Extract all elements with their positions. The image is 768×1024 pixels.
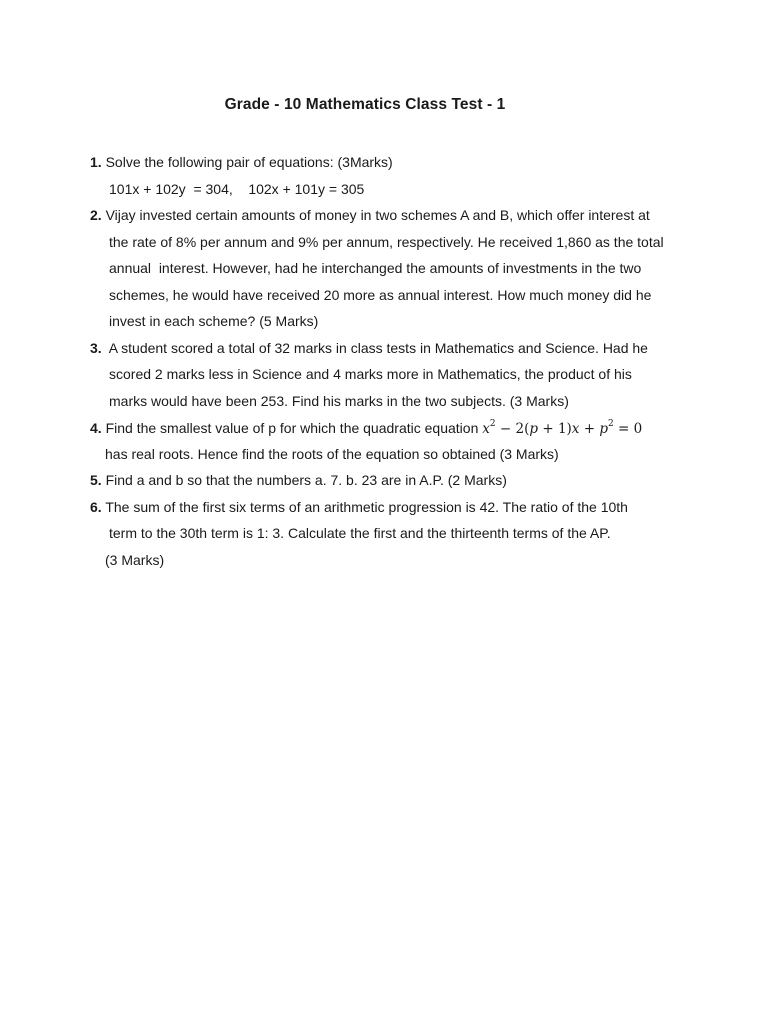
- eq-one: 1): [557, 421, 572, 437]
- question-3-line-2: scored 2 marks less in Science and 4 marks more in Mathematics, the product of his: [109, 366, 632, 382]
- question-3-number: 3.: [90, 340, 102, 356]
- question-2-line-3: annual interest. However, had he interchanged the amounts of investments in the two: [109, 260, 642, 276]
- question-6-line-1: [90, 498, 628, 516]
- question-6-text: The sum of the first six terms of an arithmetic progression is 42. The ratio of the 10th: [105, 499, 628, 515]
- eq-minus: −: [499, 421, 512, 437]
- question-6-line-2: term to the 30th term is 1: 3. Calculate the first and the thirteenth terms of the AP.: [109, 525, 611, 541]
- question-3-line-3: marks would have been 253. Find his marks in the two subjects. (3 Marks): [109, 393, 569, 409]
- eq-x: x: [571, 421, 580, 437]
- eq-zero: 0: [633, 421, 643, 437]
- quadratic-equation: [482, 421, 642, 437]
- question-2-line-1: [90, 206, 650, 224]
- question-1-equations: 101x + 102y = 304, 102x + 101y = 305: [109, 181, 365, 197]
- eq-p: p: [599, 421, 608, 437]
- question-5-line-1: [90, 471, 507, 489]
- question-2-text: Vijay invested certain amounts of money in two schemes A and B, which offer interest at: [105, 207, 650, 223]
- question-4-number: 4.: [90, 420, 102, 436]
- question-2-line-4: schemes, he would have received 20 more as annual interest. How much money did he: [109, 287, 652, 303]
- eq-x: x: [482, 421, 490, 437]
- question-2-line-5: invest in each scheme? (5 Marks): [109, 313, 319, 329]
- eq-two: 2(: [515, 421, 530, 437]
- eq-p: p: [529, 421, 539, 437]
- eq-equals: =: [618, 421, 630, 437]
- question-6-line-3: (3 Marks): [105, 552, 165, 568]
- question-6-number: 6.: [90, 499, 102, 515]
- question-3-text: A student scored a total of 32 marks in class tests in Mathematics and Science. Had he: [105, 340, 648, 356]
- question-4-line-1: [90, 419, 642, 440]
- question-4-line-2: has real roots. Hence find the roots of the equation so obtained (3 Marks): [105, 446, 559, 462]
- eq-exponent: 2: [607, 419, 614, 429]
- question-1-number: 1.: [90, 154, 102, 170]
- eq-exponent: 2: [489, 419, 496, 429]
- document-title: Grade - 10 Mathematics Class Test - 1: [224, 96, 506, 113]
- question-3-line-1: [90, 339, 648, 357]
- eq-plus: +: [583, 421, 596, 437]
- question-4-text: Find the smallest value of p for which the quadratic equation: [105, 420, 479, 436]
- question-5-text: Find a and b so that the numbers a. 7. b. 23 are in A.P. (2 Marks): [105, 472, 507, 488]
- question-5-number: 5.: [90, 472, 102, 488]
- question-2-line-2: the rate of 8% per annum and 9% per annum, respectively. He received 1,860 as the total: [109, 234, 664, 250]
- question-1-text: Solve the following pair of equations: (3Marks): [105, 154, 393, 170]
- question-1-line-1: [90, 153, 393, 171]
- question-2-number: 2.: [90, 207, 102, 223]
- eq-plus: +: [542, 421, 554, 437]
